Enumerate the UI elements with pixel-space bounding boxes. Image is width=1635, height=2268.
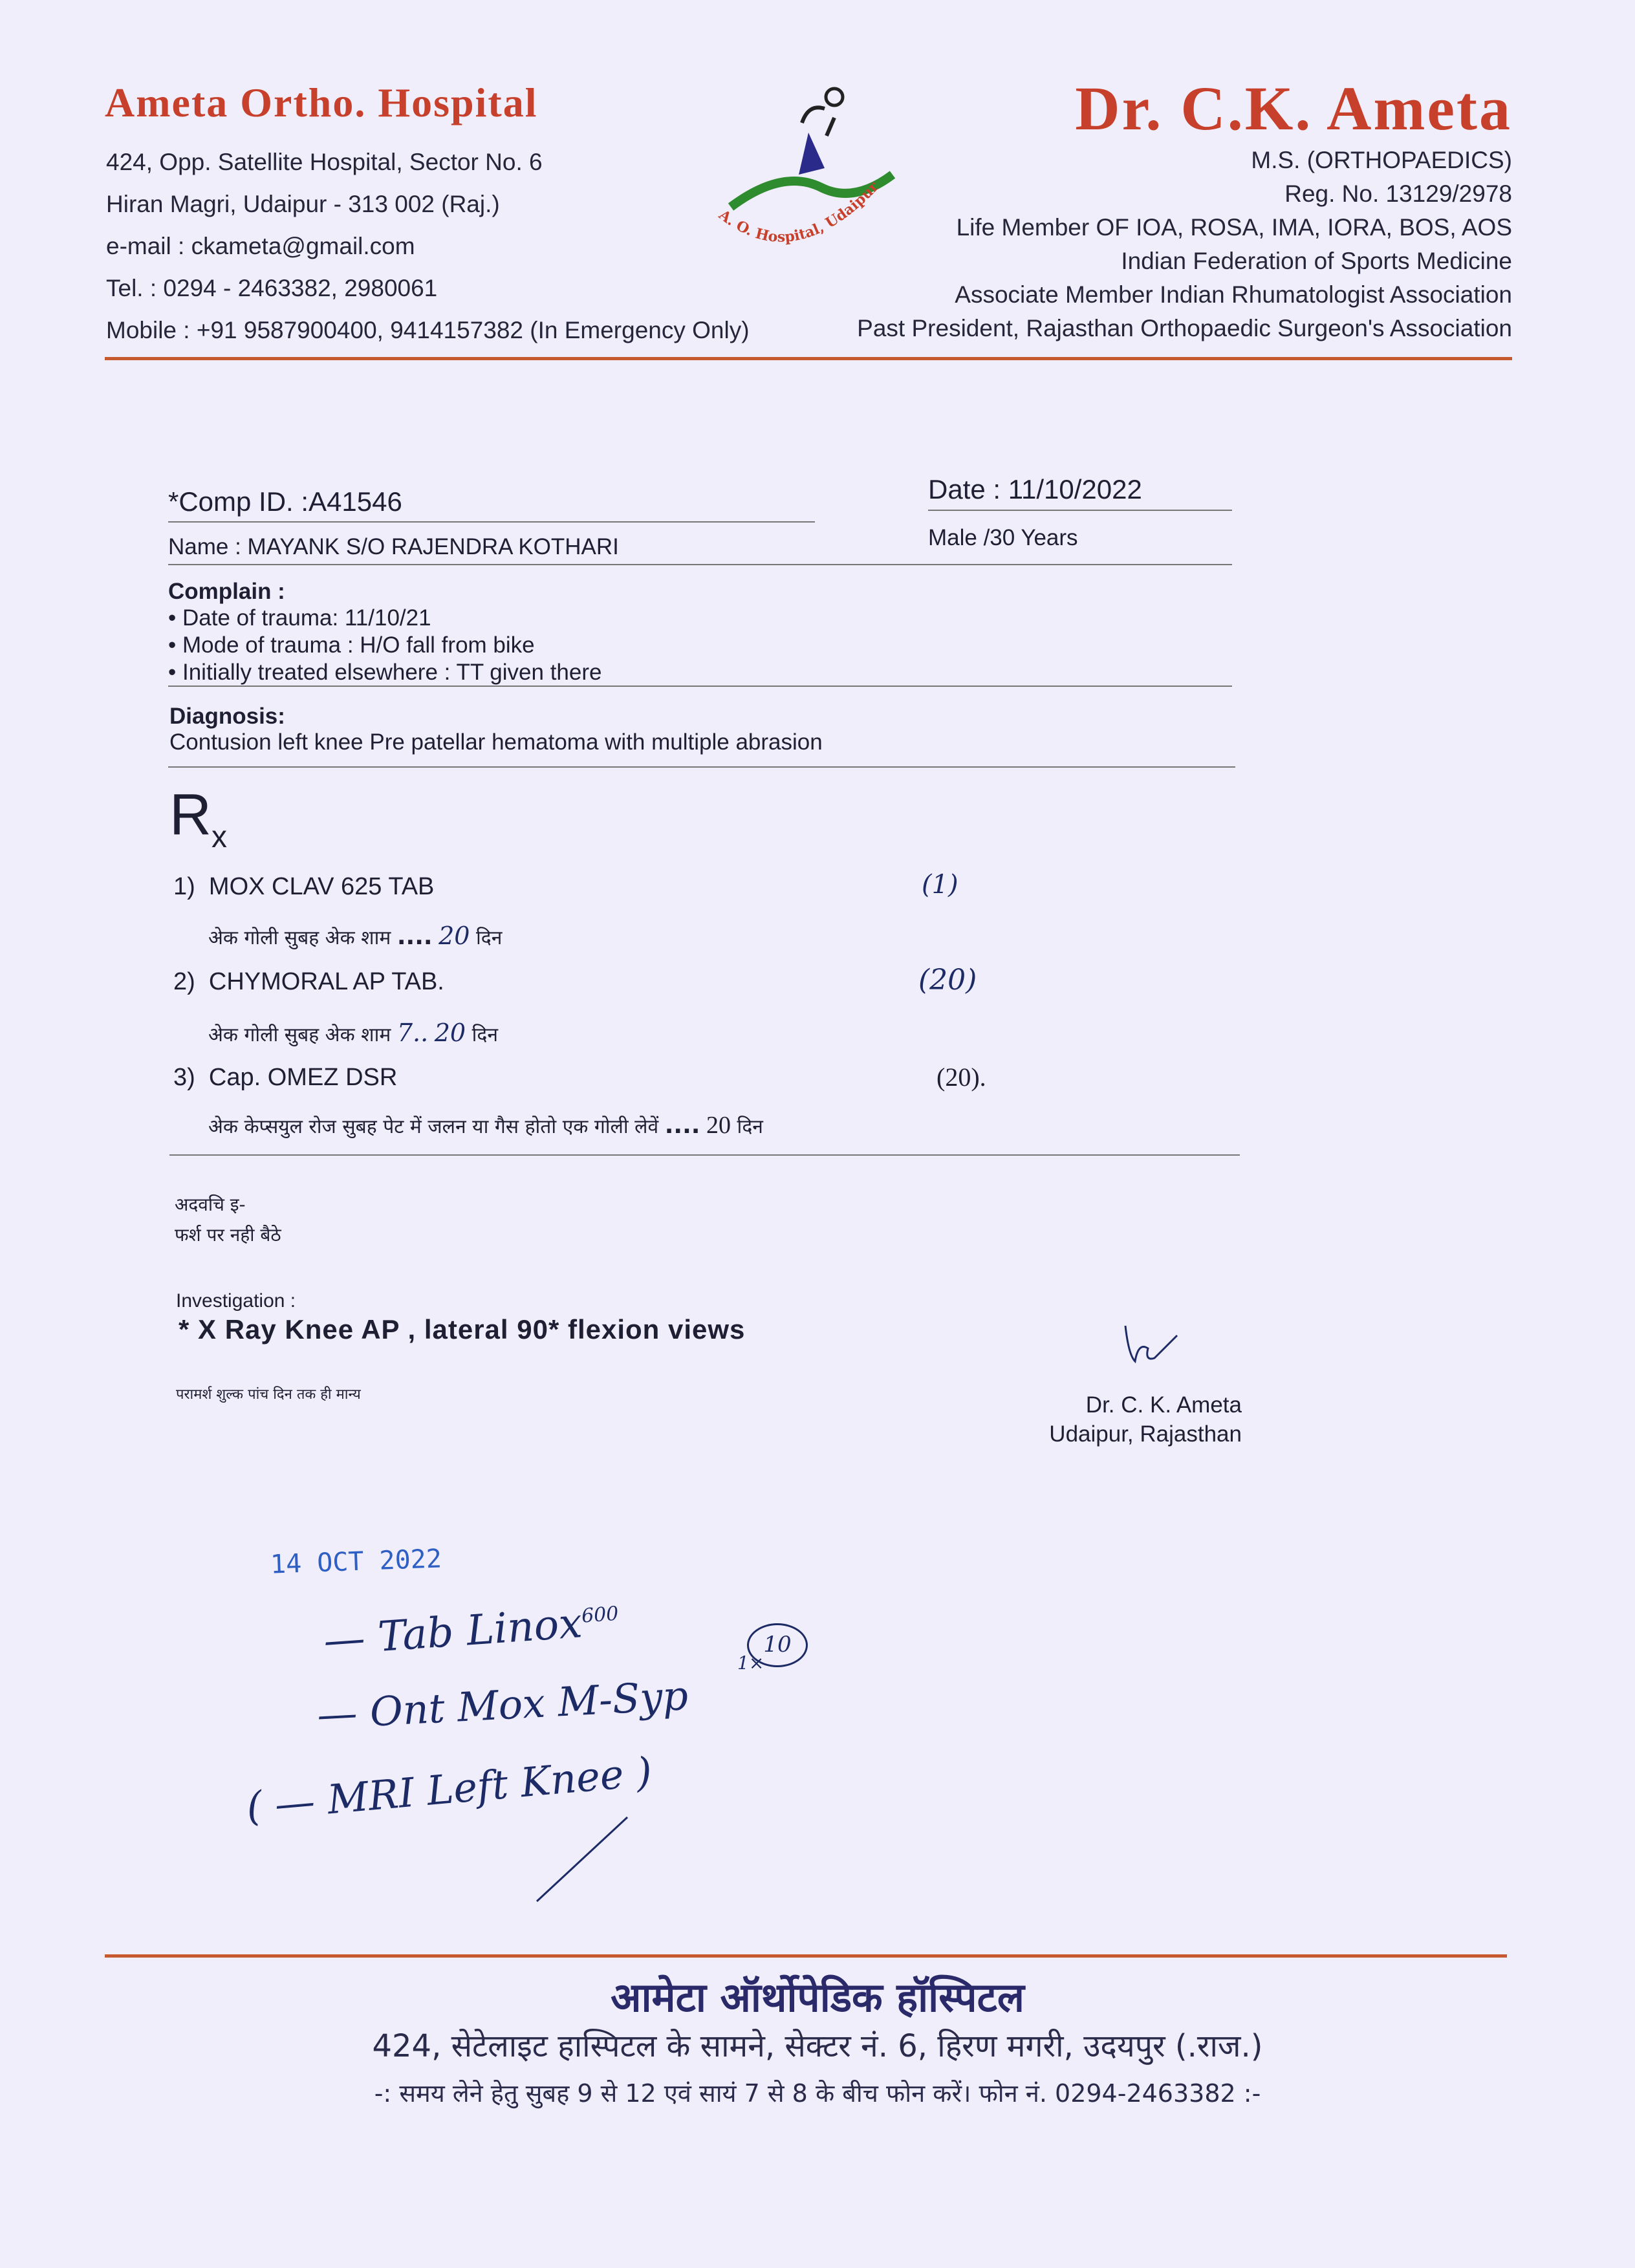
comp-id: *Comp ID. :A41546 [168, 486, 402, 517]
header-divider [105, 357, 1512, 360]
complain-item: • Date of trauma: 11/10/21 [168, 605, 431, 631]
address-line: 424, Opp. Satellite Hospital, Sector No. 6 [106, 149, 543, 175]
address-line: Hiran Magri, Udaipur - 313 002 (Raj.) [106, 191, 500, 217]
qualification-line: Past President, Rajasthan Orthopaedic Surgeon's Association [857, 315, 1512, 341]
visit-date: Date : 11/10/2022 [928, 474, 1142, 504]
rx-symbol: $R_x$ [169, 783, 227, 854]
rx-item-1: 1) MOX CLAV 625 TAB [173, 873, 435, 900]
rx-item-2-instruction: अेक गोली सुबह अेक शाम 7.. 20 दिन [208, 1019, 498, 1047]
footer-divider [105, 1954, 1507, 1958]
complain-heading: Complain : [168, 579, 285, 604]
rx-item-1-qty: (1) [922, 870, 958, 900]
rx-item-3-qty: (20). [937, 1063, 986, 1092]
qualification-line: Indian Federation of Sports Medicine [1121, 248, 1512, 274]
drug-name: MOX CLAV 625 TAB [208, 873, 435, 900]
rx-item-3: 3) Cap. OMEZ DSR [173, 1064, 398, 1091]
signature-name: Dr. C. K. Ameta [1085, 1392, 1242, 1418]
diagnosis-text: Contusion left knee Pre patellar hematoma with multiple abrasion [169, 729, 823, 755]
doctor-signature [1119, 1316, 1190, 1377]
rx-item-1-instruction: अेक गोली सुबह अेक शाम .... 20 दिन [208, 922, 503, 950]
rx-item-3-instruction: अेक केप्सयुल रोज सुबह पेट में जलन या गैस होतो एक गोली लेवें .... 20 दिन [208, 1112, 763, 1139]
investigation-text: * X Ray Knee AP , lateral 90* flexion views [179, 1314, 746, 1345]
signature-block [1035, 1390, 1242, 1449]
pen-stroke [530, 1811, 634, 1911]
handwritten-line-2: — Ont Mox M-Syp [316, 1672, 689, 1738]
hospital-address [106, 141, 750, 351]
mobile-line: Mobile : +91 9587900400, 9414157382 (In Emergency Only) [106, 317, 750, 343]
drug-name: Cap. OMEZ DSR [208, 1064, 398, 1091]
divider [168, 564, 1232, 565]
date-stamp: 14 OCT 2022 [270, 1544, 442, 1580]
handwritten-qty-circle: 10 [747, 1623, 808, 1667]
handwritten-line-3: ( — MRI Left Knee ) [244, 1747, 654, 1831]
handwritten-line-2-sup: 1× [737, 1652, 764, 1674]
telephone-line: Tel. : 0294 - 2463382, 2980061 [106, 275, 438, 301]
patient-name: Name : MAYANK S/O RAJENDRA KOTHARI [168, 534, 619, 559]
divider [168, 766, 1235, 768]
advice-text: फर्श पर नही बैठे [175, 1224, 281, 1246]
drug-name: CHYMORAL AP TAB. [208, 968, 444, 995]
diagnosis-heading: Diagnosis: [169, 704, 285, 729]
complain-list [168, 605, 601, 686]
complain-item: • Mode of trauma : H/O fall from bike [168, 632, 535, 658]
investigation-heading: Investigation : [176, 1290, 296, 1312]
qualification-line: M.S. (ORTHOPAEDICS) [1251, 147, 1512, 173]
rx-item-2: 2) CHYMORAL AP TAB. [173, 968, 444, 995]
qualification-line: Reg. No. 13129/2978 [1284, 180, 1512, 207]
divider [168, 686, 1232, 687]
complain-item: • Initially treated elsewhere : TT given there [168, 660, 602, 685]
qualification-line: Life Member OF IOA, ROSA, IMA, IORA, BOS, AOS [956, 214, 1512, 241]
divider [169, 1154, 1240, 1156]
email-line: e-mail : ckameta@gmail.com [106, 233, 415, 259]
advice-heading: अदवचि इ- [175, 1194, 246, 1215]
footer-hospital-name: आमेटा ऑर्थोपेडिक हॉस्पिटल [611, 1974, 1024, 2021]
hospital-name: Ameta Ortho. Hospital [105, 80, 538, 125]
divider [168, 521, 815, 523]
signature-place: Udaipur, Rajasthan [1049, 1421, 1242, 1447]
footer-timing: -: समय लेने हेतु सुबह 9 से 12 एवं सायं 7 से 8 के बीच फोन करें। फोन नं. 0294-2463382 :- [374, 2079, 1261, 2108]
handwritten-line-1: — Tab Linox$^{600}$ [321, 1599, 620, 1665]
doctor-qualifications [857, 144, 1512, 345]
fee-validity-note: परामर्श शुल्क पांच दिन तक ही मान्य [176, 1387, 361, 1403]
patient-gender-age: Male /30 Years [928, 525, 1078, 550]
logo-text: A. O. Hospital, Udaipur [715, 178, 882, 246]
doctor-name: Dr. C.K. Ameta [1075, 74, 1512, 143]
qualification-line: Associate Member Indian Rhumatologist Association [955, 281, 1512, 308]
divider [928, 510, 1232, 511]
footer-address: 424, सेटेलाइट हास्पिटल के सामने, सेक्टर नं. 6, हिरण मगरी, उदयपुर (.राज.) [372, 2028, 1263, 2064]
rx-item-2-qty: (20) [918, 964, 977, 997]
